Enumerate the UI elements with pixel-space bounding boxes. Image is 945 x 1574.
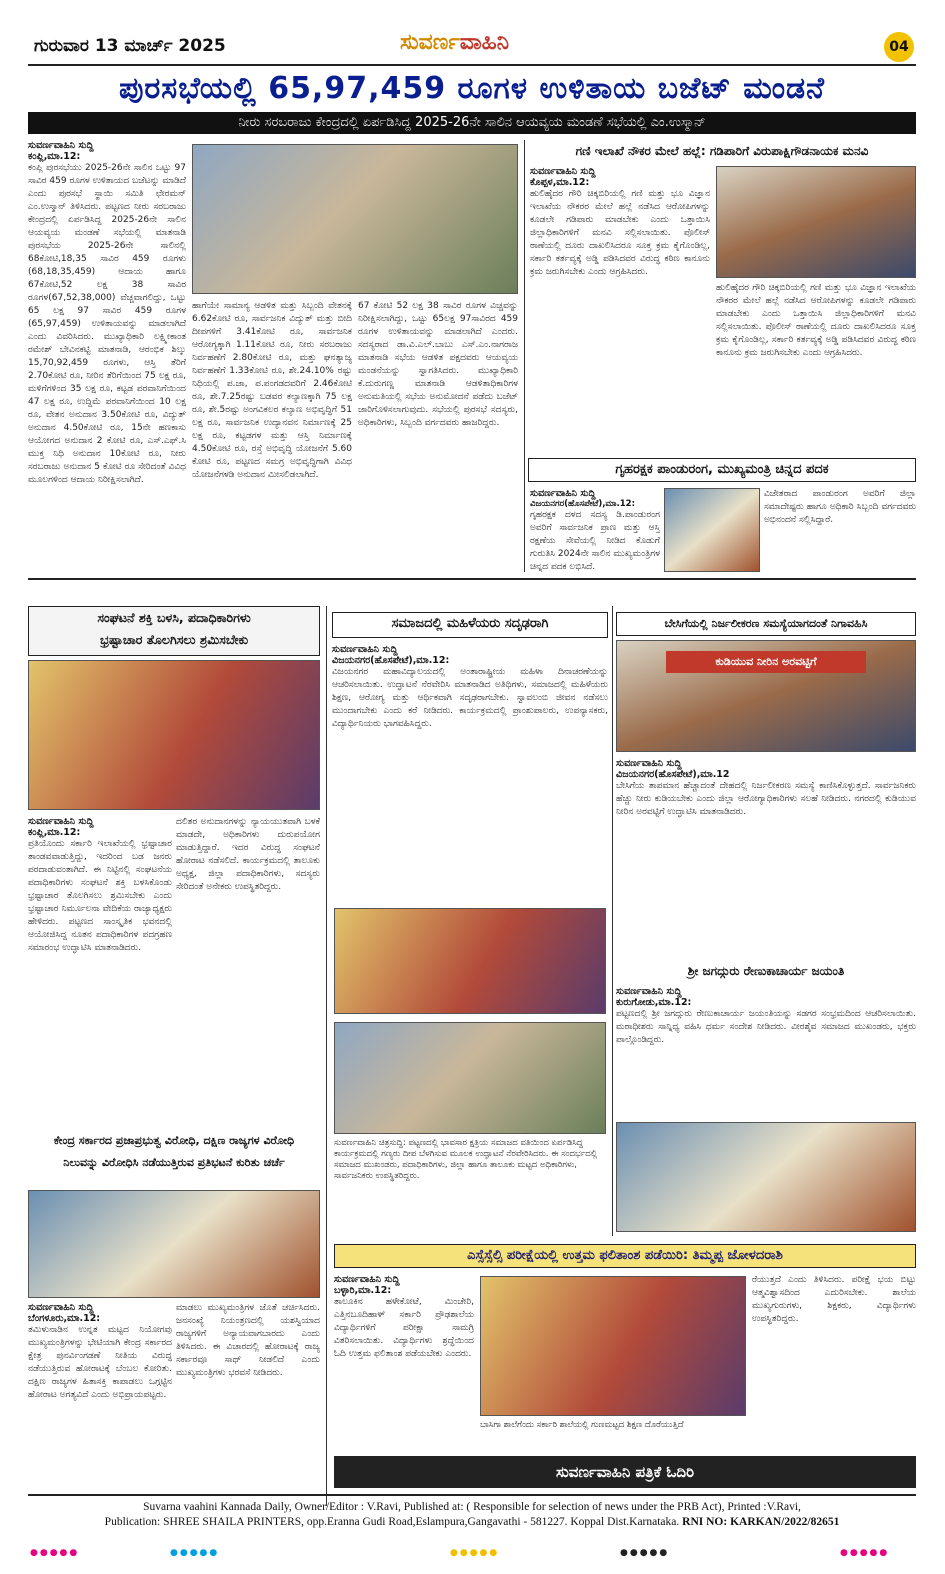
org-byline: ಸುವರ್ಣವಾಹಿನಿ ಸುದ್ದಿ	[28, 816, 94, 827]
section-rule	[28, 578, 916, 580]
water-banner: ಕುಡಿಯುವ ನೀರಿನ ಅರವಟ್ಟಿಗೆ	[666, 651, 866, 673]
page-number: 04	[884, 32, 914, 62]
org-body-b: ದಲಿತರ ಅನುದಾನಗಳನ್ನು ನ್ಯಾಯಯುತವಾಗಿ ಬಳಕೆ ಮಾಡದೇ, ಅಧಿಕಾರಿಗಳು ದುರುಪಯೋಗ ಮಾಡುತ್ತಿದ್ದಾರೆ. ಇದರ ವಿರುದ್ಧ ಸಂಘಟನೆ ಹೋರಾಟ ನಡೆಸಲಿದೆ. ಕಾರ್ಯಕ್ರಮದಲ್ಲಿ ತಾಲೂಕು ಅಧ್ಯಕ್ಷ, ಜಿಲ್ಲಾ ಪದಾಧಿಕಾರಿಗಳು, ಸದಸ್ಯರು ಸೇರಿದಂತೆ ಅನೇಕರು ಉಪಸ್ಥಿತರಿದ್ದರು.	[176, 817, 320, 892]
footer-rni: RNI NO: KARKAN/2022/82651	[682, 1516, 840, 1528]
header-rule	[28, 64, 916, 66]
guard-portrait	[664, 488, 760, 572]
event-caption: ಸುವರ್ಣವಾಹಿನಿ ಚಿತ್ರಸುದ್ದಿ: ಪಟ್ಟಣದಲ್ಲಿ ಭಾವಸಾರ ಕ್ಷತ್ರಿಯ ಸಮಾಜದ ವತಿಯಿಂದ ಏರ್ಪಡಿಸಿದ್ದ ಕಾರ್ಯಕ್ರಮದಲ್ಲಿ ಗಣ್ಯರು ದೀಪ ಬೆಳಗಿಸುವ ಮೂಲಕ ಉದ್ಘಾಟನೆ ನೆರವೇರಿಸಿದರು. ಈ ಸಂದರ್ಭದಲ್ಲಿ ಸಮಾಜದ ಮುಖಂಡರು, ಪದಾಧಿಕಾರಿಗಳು, ಜಿಲ್ಲಾ ಹಾಗೂ ತಾಲೂಕು ಮಟ್ಟದ ಅಧಿಕಾರಿಗಳು, ಸಾರ್ವಜನಿಕರು ಉಪಸ್ಥಿತರಿದ್ದರು.	[334, 1138, 598, 1181]
water-title: ಬೇಸಿಗೆಯಲ್ಲಿ ನಿರ್ಜಲೀಕರಣ ಸಮಸ್ಯೆಯಾಗದಂತೆ ನಿಗಾವಹಿಸಿ	[616, 612, 916, 636]
lead-byline: ಸುವರ್ಣವಾಹಿನಿ ಸುದ್ದಿ	[28, 140, 94, 151]
registration-marks-center: ●●●●●	[450, 1548, 500, 1558]
registration-marks-left: ●●●●●	[30, 1548, 80, 1558]
protest-byline: ಸುವರ್ಣವಾಹಿನಿ ಸುದ್ದಿ	[28, 1302, 94, 1313]
org-title-box	[28, 606, 320, 656]
exam-caption: ಬಾಸಿಗಾ ಶಾಲೆಗೆಂದು ಸರ್ಕಾರಿ ಶಾಲೆಯಲ್ಲಿ ಗುಣಮಟ್ಟದ ಶಿಕ್ಷಣ ದೊರೆಯುತ್ತಿದೆ	[480, 1420, 684, 1430]
org-dateline: ಕಂಪ್ಲಿ,ಮಾ.12:	[28, 827, 81, 838]
org-body-a: ಪ್ರತಿಯೊಂದು ಸರ್ಕಾರಿ ಇಲಾಖೆಯಲ್ಲಿ ಭ್ರಷ್ಟಾಚಾರ ತಾಂಡವವಾಡುತ್ತಿದ್ದು, ಇದರಿಂದ ಬಡ ಜನರು ಪರದಾಡುವಂತಾಗಿದೆ. ಈ ನಿಟ್ಟಿನಲ್ಲಿ ಸಂಘಟನೆಯ ಪದಾಧಿಕಾರಿಗಳು ಸಂಘಟನೆ ಶಕ್ತಿ ಬಳಸಿಕೊಂಡು ಭ್ರಷ್ಟಾಚಾರ ತೊಲಗಿಸಲು ಶ್ರಮಿಸಬೇಕು ಎಂದು ಭ್ರಷ್ಟಾಚಾರ ನಿರ್ಮೂಲನಾ ವೇದಿಕೆಯ ರಾಜ್ಯಾಧ್ಯಕ್ಷರು ಹೇಳಿದರು. ಪಟ್ಟಣದ ಸಾಂಸ್ಕೃತಿಕ ಭವನದಲ್ಲಿ ಆಯೋಜಿಸಿದ್ದ ನೂತನ ಪದಾಧಿಕಾರಿಗಳ ಪದಗ್ರಹಣ ಸಮಾರಂಭ ಉದ್ಘಾಟಿಸಿ ಮಾತನಾಡಿದರು.	[28, 839, 172, 953]
promo-banner: ಸುವರ್ಣವಾಹಿನಿ ಪತ್ರಿಕೆ ಓದಿರಿ	[334, 1456, 916, 1488]
exam-title: ಎಸ್ಸೆಸ್ಸೆಲ್ಸಿ ಪರೀಕ್ಷೆಯಲ್ಲಿ ಉತ್ತಮ ಫಲಿತಾಂಶ ಪಡೆಯಿರಿ: ತಿಮ್ಮಪ್ಪ ಜೋಳದರಾಶಿ	[334, 1244, 916, 1268]
guard-dateline: ವಿಜಯನಗರ(ಹೊಸಪೇಟೆ),ಮಾ.12:	[530, 499, 635, 509]
water-body: ಬೇಸಿಗೆಯ ತಾಪಮಾನ ಹೆಚ್ಚಾದಂತೆ ದೇಹದಲ್ಲಿ ನಿರ್ಜಲೀಕರಣ ಸಮಸ್ಯೆ ಕಾಣಿಸಿಕೊಳ್ಳುತ್ತದೆ. ಸಾರ್ವಜನಿಕರು ಹೆಚ್ಚು ನೀರು ಕುಡಿಯಬೇಕು ಎಂದು ಜಿಲ್ಲಾ ಆರೋಗ್ಯಾಧಿಕಾರಿಗಳು ಸಲಹೆ ನೀಡಿದರು. ನಗರದಲ್ಲಿ ಕುಡಿಯುವ ನೀರಿನ ಅರವಟ್ಟಿಗೆ ಉದ್ಘಾಟಿಸಿ ಮಾತನಾಡಿದರು.	[616, 781, 916, 817]
protest-title-2: ನಿಲುವನ್ನು ವಿರೋಧಿಸಿ ನಡೆಯುತ್ತಿರುವ ಪ್ರತಿಭಟನೆ ಕುರಿತು ಚರ್ಚೆ	[63, 1156, 285, 1169]
protest-title-1: ಕೇಂದ್ರ ಸರ್ಕಾರದ ಪ್ರಜಾಪ್ರಭುತ್ವ ವಿರೋಧಿ, ದಕ್ಷಿಣ ರಾಜ್ಯಗಳ ವಿರೋಧಿ	[53, 1134, 295, 1147]
guard-body-a: ಗೃಹರಕ್ಷಕ ದಳದ ಸದಸ್ಯ ಡಿ.ಪಾಂಡುರಂಗ ಅವರಿಗೆ ಸಾರ್ವಜನಿಕ ಪ್ರಾಣ ಮತ್ತು ಆಸ್ತಿ ರಕ್ಷಣೆಯ ಸೇವೆಯಲ್ಲಿ ನೀಡಿದ ಕೊಡುಗೆ ಗುರುತಿಸಿ 2024ನೇ ಸಾಲಿನ ಮುಖ್ಯಮಂತ್ರಿಗಳ ಚಿನ್ನದ ಪದಕ ಲಭಿಸಿದೆ.	[530, 510, 660, 572]
mining-body: ಹುಲಿಹೈದರ ಗೌರಿ ಚಿಕ್ಕಬಿರಿಯಲ್ಲಿ ಗಣಿ ಮತ್ತು ಭೂ ವಿಜ್ಞಾನ ಇಲಾಖೆಯ ನೌಕರರ ಮೇಲೆ ಹಲ್ಲೆ ನಡೆಸಿದ ಆರೋಪಿಗಳನ್ನು ಕೂಡಲೇ ಗಡಿಪಾರು ಮಾಡಬೇಕು ಎಂದು ಒತ್ತಾಯಿಸಿ ಜಿಲ್ಲಾಧಿಕಾರಿಗಳಿಗೆ ಮನವಿ ಸಲ್ಲಿಸಲಾಯಿತು. ಪೊಲೀಸ್ ಠಾಣೆಯಲ್ಲಿ ದೂರು ದಾಖಲಿಸಿದರೂ ಸೂಕ್ತ ಕ್ರಮ ಕೈಗೊಂಡಿಲ್ಲ, ಸರ್ಕಾರಿ ಕರ್ತವ್ಯಕ್ಕೆ ಅಡ್ಡಿ ಪಡಿಸಿದವರ ವಿರುದ್ಧ ಕಠಿಣ ಕಾನೂನು ಕ್ರಮ ಜರುಗಿಸಬೇಕು ಎಂದು ಆಗ್ರಹಿಸಿದರು.	[530, 189, 710, 277]
jayanti-photo	[616, 1122, 916, 1232]
registration-marks-center-left: ●●●●●	[170, 1548, 220, 1558]
registration-marks-right: ●●●●●	[840, 1548, 890, 1558]
water-photo	[616, 640, 916, 752]
footer	[28, 1500, 916, 1530]
footer-line-2: Publication: SHREE SHAILA PRINTERS, opp.Eranna Gudi Road,Eslampura,Gangavathi - 581227. Koppal Dist.Karnataka.	[104, 1516, 680, 1528]
mining-photo	[716, 166, 916, 278]
protest-title-box	[28, 1130, 320, 1184]
org-title-2: ಭ್ರಷ್ಟಾಚಾರ ತೊಲಗಿಸಲು ಶ್ರಮಿಸಬೇಕು	[99, 632, 249, 647]
footer-rule	[28, 1494, 916, 1496]
jayanti-byline: ಸುವರ್ಣವಾಹಿನಿ ಸುದ್ದಿ	[616, 986, 682, 997]
jayanti-column	[616, 986, 916, 1114]
lead-body-b: ಹಾಗೆಯೇ ಸಾಮಾನ್ಯ ಆಡಳಿತ ಮತ್ತು ಸಿಬ್ಬಂದಿ ವೇತನಕ್ಕೆ 6.62ಕೋಟಿ ರೂ, ಸಾರ್ವಜನಿಕ ವಿದ್ಯುತ್ ಮತ್ತು ಬೀದಿ ದೀಪಗಳಿಗೆ 3.41ಕೋಟಿ ರೂ, ಸಾರ್ವಜನಿಕ ಆರೋಗ್ಯಕ್ಕಾಗಿ 1.11ಕೋಟಿ ರೂ, ನೀರು ಸರಬರಾಜು ನಿರ್ವಹಣೆಗೆ 2.80ಕೋಟಿ ರೂ, ಮತ್ತು ಘನತ್ಯಾಜ್ಯ ನಿರ್ವಹಣೆಗೆ 1.33ಕೋಟಿ ರೂ, ಶೇ.24.10% ರಷ್ಟು ನಿಧಿಯಲ್ಲಿ ಪ.ಜಾ, ಪ.ಪಂಗಡದವರಿಗೆ 2.46ಕೋಟಿ ರೂ, ಶೇ.7.25ರಷ್ಟು ಬಡವರ ಕಲ್ಯಾಣಕ್ಕಾಗಿ 75 ಲಕ್ಷ ರೂ, ಶೇ.5ರಷ್ಟು ಅಂಗವಿಕಲರ ಕಲ್ಯಾಣ ಅಭಿವೃದ್ಧಿಗೆ 51 ಲಕ್ಷ ರೂ, ಸಾರ್ವಜನಿಕ ಉದ್ಯಾನವನ ನಿರ್ಮಾಣಕ್ಕೆ 25 ಲಕ್ಷ ರೂ, ಕಟ್ಟಡಗಳ ಮತ್ತು ಆಸ್ತಿ ನಿರ್ಮಾಣಕ್ಕೆ 4.50ಕೋಟಿ ರೂ, ರಸ್ತೆ ಅಭಿವೃದ್ಧಿ ಯೋಜನೆಗೆ 5.60 ಕೋಟಿ ರೂ, ಪಟ್ಟಣದ ಸಮಗ್ರ ಅಭಿವೃದ್ಧಿಗಾಗಿ ವಿವಿಧ ಯೋಜನೆಗಳಡಿ ಅನುದಾನ ಮೀಸಲಿಡಲಾಗಿದೆ.	[192, 301, 352, 480]
water-column	[616, 758, 916, 954]
registration-marks-center-right: ●●●●●	[620, 1548, 670, 1558]
protest-body-a: ತಮಿಳುನಾಡಿನ ಉನ್ನತ ಮಟ್ಟದ ನಿಯೋಗವು ಮುಖ್ಯಮಂತ್ರಿಗಳನ್ನು ಭೇಟಿಯಾಗಿ ಕೇಂದ್ರ ಸರ್ಕಾರದ ಕ್ಷೇತ್ರ ಪುನರ್ವಿಂಗಡಣೆ ನೀತಿಯ ವಿರುದ್ಧ ನಡೆಯುತ್ತಿರುವ ಹೋರಾಟಕ್ಕೆ ಬೆಂಬಲ ಕೋರಿತು. ದಕ್ಷಿಣ ರಾಜ್ಯಗಳ ಹಿತಾಸಕ್ತಿ ಕಾಪಾಡಲು ಒಗ್ಗಟ್ಟಿನ ಹೋರಾಟ ಅಗತ್ಯವಿದೆ ಎಂದು ಅಭಿಪ್ರಾಯಪಟ್ಟರು.	[28, 1325, 172, 1400]
mining-byline: ಸುವರ್ಣವಾಹಿನಿ ಸುದ್ದಿ	[530, 166, 596, 177]
mining-dateline: ಕೊಪ್ಪಳ,ಮಾ.12:	[530, 177, 590, 188]
women-photo	[334, 908, 606, 1014]
lead-body-c: 67 ಕೋಟಿ 52 ಲಕ್ಷ 38 ಸಾವಿರ ರೂಗಳ ವಿಚ್ಚವನ್ನು ನಿರೀಕ್ಷಿಸಲಾಗಿದ್ದು, ಒಟ್ಟು 65ಲಕ್ಷ 97ಸಾವಿರದ 459 ರೂಗಳ ಉಳಿತಾಯವನ್ನು ಮಾಡಲಾಗಿದೆ ಎಂದರು. ಸದಸ್ಯರಾದ ಡಾ.ವಿ.ಎಲ್.ಬಾಬು ಎಸ್.ಎಂ.ನಾಗರಾಜ ಮಾತನಾಡಿ ಸಭೆಯ ಆಡಳಿತ ಪಕ್ಷದವರು ಆಯವ್ಯಯ ಮಂಡನೆಯನ್ನು ಸ್ವಾಗತಿಸಿದರು. ಮುಖ್ಯಾಧಿಕಾರಿ ಕೆ.ದುರುಗಣ್ಣ ಮಾತನಾಡಿ ಆಡಳಿತಾಧಿಕಾರಿಗಳ ಅನುಮತಿಯಲ್ಲಿ ಸಭೆಯ ಅನುಮೋದನೆ ಪಡೆದು ಬಜೆಟ್ ಜಾರಿಗೊಳಿಸಲಾಗುವುದು. ಸಭೆಯಲ್ಲಿ ಪುರಸಭೆ ಸದಸ್ಯರು, ಅಧಿಕಾರಿಗಳು, ಸಿಬ್ಬಂದಿ ವರ್ಗದವರು ಹಾಜರಿದ್ದರು.	[358, 301, 518, 428]
masthead-part-b: ವಾಹಿನಿ	[459, 30, 510, 55]
protest-column-1	[28, 1302, 172, 1498]
event-photo	[334, 1022, 606, 1134]
women-dateline: ವಿಜಯನಗರ(ಹೊಸಪೇಟೆ),ಮಾ.12:	[332, 655, 450, 666]
exam-byline: ಸುವರ್ಣವಾಹಿನಿ ಸುದ್ದಿ	[334, 1274, 400, 1285]
jayanti-dateline: ಕುರುಗೋಡು,ಮಾ.12:	[616, 997, 692, 1008]
jayanti-title: ಶ್ರೀ ಜಗದ್ಗುರು ರೇಣುಕಾಚಾರ್ಯ ಜಯಂತಿ	[687, 964, 845, 978]
women-title: ಸಮಾಜದಲ್ಲಿ ಮಹಿಳೆಯರು ಸದೃಢರಾಗಿ	[332, 612, 608, 638]
women-column	[332, 644, 608, 906]
lead-body-a: ಕಂಪ್ಲಿ ಪುರಸಭೆಯು 2025-26ನೇ ಸಾಲಿನ ಒಟ್ಟು 97 ಸಾವಿರ 459 ರೂಗಳ ಉಳಿತಾಯದ ಬಜೆಟನ್ನು ಮಾಡಿದೆ ಎಂದು ಪುರಸಭೆ ಸ್ಥಾಯಿ ಸಮಿತಿ ಛೇರಮನ್ ಎಂ.ಉಸ್ಮಾನ್ ತಿಳಿಸಿದರು. ಪಟ್ಟಣದ ನೀರು ಸರಬರಾಜು ಕೇಂದ್ರದಲ್ಲಿ ಏರ್ಪಡಿಸಿದ್ದ 2025-26ನೇ ಸಾಲಿನ ಆಯವ್ಯಯ ಮಂಡಣೆ ಸಭೆಯಲ್ಲಿ ಮಾತನಾಡಿ ಪುರಸಭೆಯ 2025-26ನೇ ಸಾಲಿನಲ್ಲಿ 68ಕೋಟಿ,18,35 ಸಾವಿರ 459 ರೂಗಳು (68,18,35,459) ಆದಾಯ ಹಾಗೂ 67ಕೋಟಿ,52 ಲಕ್ಷ 38 ಸಾವಿರ ರೂಗಳ(67,52,38,000) ವೆಚ್ಚವಾಗಲಿದ್ದು, ಒಟ್ಟು 65 ಲಕ್ಷ 97 ಸಾವಿರ 459 ರೂಗಳ (65,97,459) ಉಳಿತಾಯವನ್ನು ಮಾಡಲಾಗಿದೆ ಎಂದು ವಿವರಿಸಿದರು. ಮುಖ್ಯಾಧಿಕಾರಿ ಲಕ್ಷ್ಮೀಕಾಂತ ರಮೇಶ್ ಬೇವಿನಕಟ್ಟಿ ಮಾತನಾಡಿ, ಆರಂಭಿಕ ಶಿಲ್ಕು 15,70,92,459 ರೂಗಳು, ಆಸ್ತಿ ತೆರಿಗೆ 2.70ಕೋಟಿ ರೂ, ನೀರಿನ ತೆರಿಗೆಯಿಂದ 75 ಲಕ್ಷ ರೂ, ಮಳಿಗೆಗಳಿಂದ 35 ಲಕ್ಷ ರೂ, ಕಟ್ಟಡ ಪರವಾನಿಗೆಯಿಂದ 47 ಲಕ್ಷ ರೂ, ಉದ್ದಿಮೆ ಪರವಾನಿಗೆಯಿಂದ 10 ಲಕ್ಷ ರೂ, ವೇತನ ಅನುದಾನ 3.50ಕೋಟಿ ರೂ, ವಿದ್ಯುತ್ ಅನುದಾನ 4.50ಕೋಟಿ ರೂ, 15ನೇ ಹಣಕಾಸು ಆಯೋಗದ ಅನುದಾನ 2 ಕೋಟಿ ರೂ, ಎಸ್.ಎಫ್.ಸಿ ಮುಕ್ತ ನಿಧಿ ಅನುದಾನ 10ಕೋಟಿ ರೂ, ನೀರು ಸರಬರಾಜು ಅನುದಾನ 5 ಕೋಟಿ ರೂ ಸೇರಿದಂತೆ ವಿವಿಧ ಮೂಲಗಳಿಂದ ಆದಾಯ ನಿರೀಕ್ಷಿಸಲಾಗಿದೆ.	[28, 163, 186, 485]
mining-title: ಗಣಿ ಇಲಾಖೆ ನೌಕರ ಮೇಲೆ ಹಲ್ಲೆ: ಗಡಿಪಾರಿಗೆ ವಿರುಪಾಕ್ಷಿಗೌಡನಾಯಕ ಮನವಿ	[575, 144, 869, 158]
guard-title: ಗೃಹರಕ್ಷಕ ಪಾಂಡುರಂಗ, ಮುಖ್ಯಮಂತ್ರಿ ಚಿನ್ನದ ಪದಕ	[528, 458, 916, 482]
org-column-1	[28, 816, 172, 1120]
mining-body-continued: ಹುಲಿಹೈದರ ಗೌರಿ ಚಿಕ್ಕಬಿರಿಯಲ್ಲಿ ಗಣಿ ಮತ್ತು ಭೂ ವಿಜ್ಞಾನ ಇಲಾಖೆಯ ನೌಕರರ ಮೇಲೆ ಹಲ್ಲೆ ನಡೆಸಿದ ಆರೋಪಿಗಳನ್ನು ಕೂಡಲೇ ಗಡಿಪಾರು ಮಾಡಬೇಕು ಎಂದು ಒತ್ತಾಯಿಸಿ ಜಿಲ್ಲಾಧಿಕಾರಿಗಳಿಗೆ ಮನವಿ ಸಲ್ಲಿಸಲಾಯಿತು. ಪೊಲೀಸ್ ಠಾಣೆಯಲ್ಲಿ ದೂರು ದಾಖಲಿಸಿದರೂ ಸೂಕ್ತ ಕ್ರಮ ಕೈಗೊಂಡಿಲ್ಲ, ಸರ್ಕಾರಿ ಕರ್ತವ್ಯಕ್ಕೆ ಅಡ್ಡಿ ಪಡಿಸಿದವರ ವಿರುದ್ಧ ಕಠಿಣ ಕಾನೂನು ಕ್ರಮ ಜರುಗಿಸಬೇಕು ಎಂದು ಆಗ್ರಹಿಸಿದರು.	[716, 283, 916, 358]
lead-subhead: ನೀರು ಸರಬರಾಜು ಕೇಂದ್ರದಲ್ಲಿ ಏರ್ಪಡಿಸಿದ್ದ 2025-26ನೇ ಸಾಲಿನ ಆಯವ್ಯಯ ಮಂಡಣೆ ಸಭೆಯಲ್ಲಿ ಎಂ.ಉಸ್ಮಾನ್	[28, 112, 916, 134]
org-title-1: ಸಂಘಟನೆ ಶಕ್ತಿ ಬಳಸಿ, ಪದಾಧಿಕಾರಿಗಳು	[97, 610, 251, 625]
water-byline: ಸುವರ್ಣವಾಹಿನಿ ಸುದ್ದಿ	[616, 758, 682, 769]
protest-dateline: ಬೆಂಗಳೂರು,ಮಾ.12:	[28, 1313, 101, 1324]
guard-byline: ಸುವರ್ಣವಾಹಿನಿ ಸುದ್ದಿ	[530, 488, 596, 499]
exam-body-b: ರೆಯುತ್ತದೆ ಎಂದು ತಿಳಿಸಿದರು. ಪರೀಕ್ಷೆ ಭಯ ಬಿಟ್ಟು ಆತ್ಮವಿಶ್ವಾಸದಿಂದ ಎದುರಿಸಬೇಕು. ಶಾಲೆಯ ಮುಖ್ಯಗುರುಗಳು, ಶಿಕ್ಷಕರು, ವಿದ್ಯಾರ್ಥಿಗಳು ಉಪಸ್ಥಿತರಿದ್ದರು.	[752, 1275, 916, 1324]
org-photo	[28, 660, 320, 810]
column-divider	[524, 140, 525, 572]
guard-column	[530, 488, 660, 572]
jayanti-body: ಪಟ್ಟಣದಲ್ಲಿ ಶ್ರೀ ಜಗದ್ಗುರು ರೇಣುಕಾಚಾರ್ಯ ಜಯಂತಿಯನ್ನು ಸಡಗರ ಸಂಭ್ರಮದಿಂದ ಆಚರಿಸಲಾಯಿತು. ಮಠಾಧೀಶರು ಸಾನ್ನಿಧ್ಯ ವಹಿಸಿ ಧರ್ಮ ಸಂದೇಶ ನೀಡಿದರು. ವೀರಶೈವ ಸಮಾಜದ ಮುಖಂಡರು, ಭಕ್ತರು ಪಾಲ್ಗೊಂಡಿದ್ದರು.	[616, 1009, 916, 1045]
women-byline: ಸುವರ್ಣವಾಹಿನಿ ಸುದ್ದಿ	[332, 644, 398, 655]
protest-photo	[28, 1190, 320, 1298]
water-dateline: ವಿಜಯನಗರ(ಹೊಸಪೇಟೆ),ಮಾ.12	[616, 769, 730, 780]
lead-photo	[192, 144, 518, 294]
lead-headline: ಪುರಸಭೆಯಲ್ಲಿ 65,97,459 ರೂಗಳ ಉಳಿತಾಯ ಬಜೆಟ್ ಮಂಡನೆ	[118, 71, 826, 106]
mining-column	[530, 166, 710, 454]
guard-body-b: ವಿಜೇತರಾದ ಪಾಂಡುರಂಗ ಅವರಿಗೆ ಜಿಲ್ಲಾ ಸಮಾದೇಷ್ಟರು ಹಾಗೂ ಅಧಿಕಾರಿ ಸಿಬ್ಬಂದಿ ವರ್ಗದವರು ಅಭಿನಂದನೆ ಸಲ್ಲಿಸಿದ್ದಾರೆ.	[764, 489, 916, 525]
exam-body-a: ತಾಲೂಕಿನ ಹಳೇಕೋಟೆ, ಮಿಂಚೇರಿ, ಎತ್ತಿನಬೂದಿಹಾಳ್ ಸರ್ಕಾರಿ ಪ್ರೌಢಶಾಲೆಯ ವಿದ್ಯಾರ್ಥಿಗಳಿಗೆ ಪರೀಕ್ಷಾ ಸಾಮಗ್ರಿ ವಿತರಿಸಲಾಯಿತು. ವಿದ್ಯಾರ್ಥಿಗಳು ಶ್ರದ್ಧೆಯಿಂದ ಓದಿ ಉತ್ತಮ ಫಲಿತಾಂಶ ಪಡೆಯಬೇಕು ಎಂದರು.	[334, 1297, 474, 1359]
lead-column-1	[28, 140, 186, 570]
exam-column-1	[334, 1274, 474, 1448]
column-divider-2	[326, 606, 327, 1506]
column-divider-3	[612, 606, 613, 1236]
lead-dateline: ಕಂಪ್ಲಿ,ಮಾ.12:	[28, 151, 81, 162]
footer-line-1: Suvarna vaahini Kannada Daily, Owner/Editor : V.Ravi, Published at: ( Responsible for selection of news under the PRB Act), Printed :V.Ravi,	[143, 1501, 801, 1513]
masthead-logo	[400, 30, 509, 55]
exam-dateline: ಬಳ್ಳಾರಿ,ಮಾ.12:	[334, 1285, 392, 1296]
issue-date: ಗುರುವಾರ 13 ಮಾರ್ಚ್ 2025	[34, 36, 226, 56]
exam-photo	[480, 1276, 746, 1416]
protest-body-b: ಮಾಡಲು ಮುಖ್ಯಮಂತ್ರಿಗಳ ಜೊತೆ ಚರ್ಚಿಸಿದರು. ಜನಸಂಖ್ಯೆ ನಿಯಂತ್ರಣದಲ್ಲಿ ಯಶಸ್ವಿಯಾದ ರಾಜ್ಯಗಳಿಗೆ ಅನ್ಯಾಯವಾಗಬಾರದು ಎಂದು ತಿಳಿಸಿದರು. ಈ ವಿಚಾರದಲ್ಲಿ ಹೋರಾಟಕ್ಕೆ ರಾಜ್ಯ ಸರ್ಕಾರವೂ ಸಾಥ್ ನೀಡಲಿದೆ ಎಂದು ಮುಖ್ಯಮಂತ್ರಿಗಳು ಭರವಸೆ ನೀಡಿದರು.	[176, 1303, 320, 1378]
women-body: ವಿಜಯನಗರ ಮಹಾವಿದ್ಯಾಲಯದಲ್ಲಿ ಅಂತಾರಾಷ್ಟ್ರೀಯ ಮಹಿಳಾ ದಿನಾಚರಣೆಯನ್ನು ಆಚರಿಸಲಾಯಿತು. ಉದ್ಘಾಟನೆ ನೆರವೇರಿಸಿ ಮಾತನಾಡಿದ ಅತಿಥಿಗಳು, ಸಮಾಜದಲ್ಲಿ ಮಹಿಳೆಯರು ಶಿಕ್ಷಣ, ಆರೋಗ್ಯ ಮತ್ತು ಆರ್ಥಿಕವಾಗಿ ಸದೃಢರಾಗಬೇಕು. ಸ್ವಾವಲಂಬಿ ಜೀವನ ನಡೆಸಲು ಮುಂದಾಗಬೇಕು ಎಂದು ಕರೆ ನೀಡಿದರು. ಕಾರ್ಯಕ್ರಮದಲ್ಲಿ ಪ್ರಾಂಶುಪಾಲರು, ಉಪನ್ಯಾಸಕರು, ವಿದ್ಯಾರ್ಥಿನಿಯರು ಭಾಗವಹಿಸಿದ್ದರು.	[332, 667, 608, 729]
masthead-part-a: ಸುವರ್ಣ	[400, 30, 460, 55]
